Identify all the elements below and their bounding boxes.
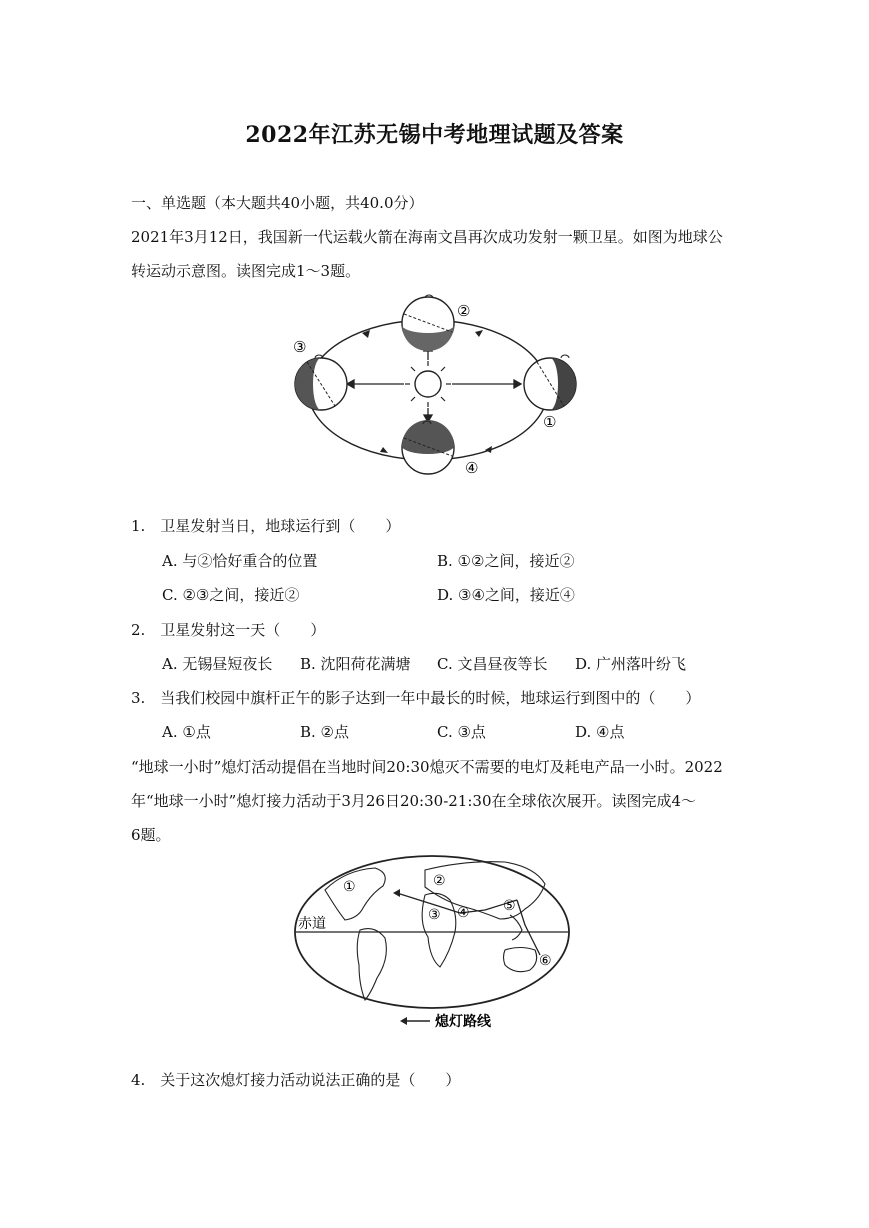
map-point-label: ② [433, 873, 446, 889]
answer-option: D. 广州落叶纷飞 [575, 655, 687, 673]
earth-globe-icon [295, 355, 347, 410]
map-point-label: ④ [457, 905, 470, 921]
legend-label: 熄灯路线 [435, 1014, 491, 1030]
answer-option: B. ①②之间，接近② [437, 552, 575, 570]
answer-option: D. ③④之间，接近④ [437, 586, 575, 604]
answer-option: A. ①点 [162, 723, 211, 741]
answer-option: A. 与②恰好重合的位置 [162, 552, 318, 570]
earth-orbit-diagram [285, 290, 590, 485]
equator-label: 赤道 [298, 916, 326, 932]
answer-option: B. ②点 [300, 723, 350, 741]
orbit-arrow-icon [475, 330, 483, 337]
legend-arrow-icon [400, 1017, 407, 1025]
map-point-label: ⑥ [539, 953, 552, 969]
orbit-label: ④ [465, 459, 479, 477]
intro-paragraph-line: 转运动示意图。读图完成1～3题。 [131, 262, 361, 280]
intro-paragraph-line: 6题。 [131, 826, 171, 844]
answer-option: C. 文昌昼夜等长 [437, 655, 548, 673]
orbit-label: ② [457, 302, 471, 320]
orbit-label: ③ [293, 338, 307, 356]
answer-option: D. ④点 [575, 723, 625, 741]
intro-paragraph-line: 2021年3月12日，我国新一代运载火箭在海南文昌再次成功发射一颗卫星。如图为地球公 [131, 228, 723, 246]
answer-option: B. 沈阳荷花满塘 [300, 655, 411, 673]
intro-paragraph-line: 年“地球一小时”熄灯接力活动于3月26日20:30-21:30在全球依次展开。读图完成4～ [131, 792, 697, 810]
question-stem: 4. 关于这次熄灯接力活动说法正确的是（ ） [131, 1071, 461, 1089]
question-stem: 2. 卫星发射这一天（ ） [131, 621, 326, 639]
map-point-label: ① [343, 879, 356, 895]
world-map-diagram [285, 855, 590, 1035]
sun-icon [405, 361, 451, 407]
orbit-label: ① [543, 413, 557, 431]
question-stem: 1. 卫星发射当日，地球运行到（ ） [131, 517, 401, 535]
intro-paragraph-line: “地球一小时”熄灯活动提倡在当地时间20:30熄灭不需要的电灯及耗电产品一小时。2022 [131, 758, 723, 776]
earth-globe-icon [402, 295, 454, 351]
answer-option: A. 无锡昼短夜长 [162, 655, 273, 673]
section-heading: 一、单选题（本大题共40小题，共40.0分） [131, 194, 424, 212]
page-title: 2022年江苏无锡中考地理试题及答案 [245, 122, 624, 148]
map-point-label: ③ [428, 907, 441, 923]
map-point-label: ⑤ [503, 898, 516, 914]
answer-option: C. ③点 [437, 723, 486, 741]
question-stem: 3. 当我们校园中旗杆正午的影子达到一年中最长的时候，地球运行到图中的（ ） [131, 689, 701, 707]
answer-option: C. ②③之间，接近② [162, 586, 300, 604]
orbit-arrow-icon [380, 447, 388, 453]
earth-globe-icon [524, 355, 576, 410]
earth-globe-icon [402, 420, 454, 474]
